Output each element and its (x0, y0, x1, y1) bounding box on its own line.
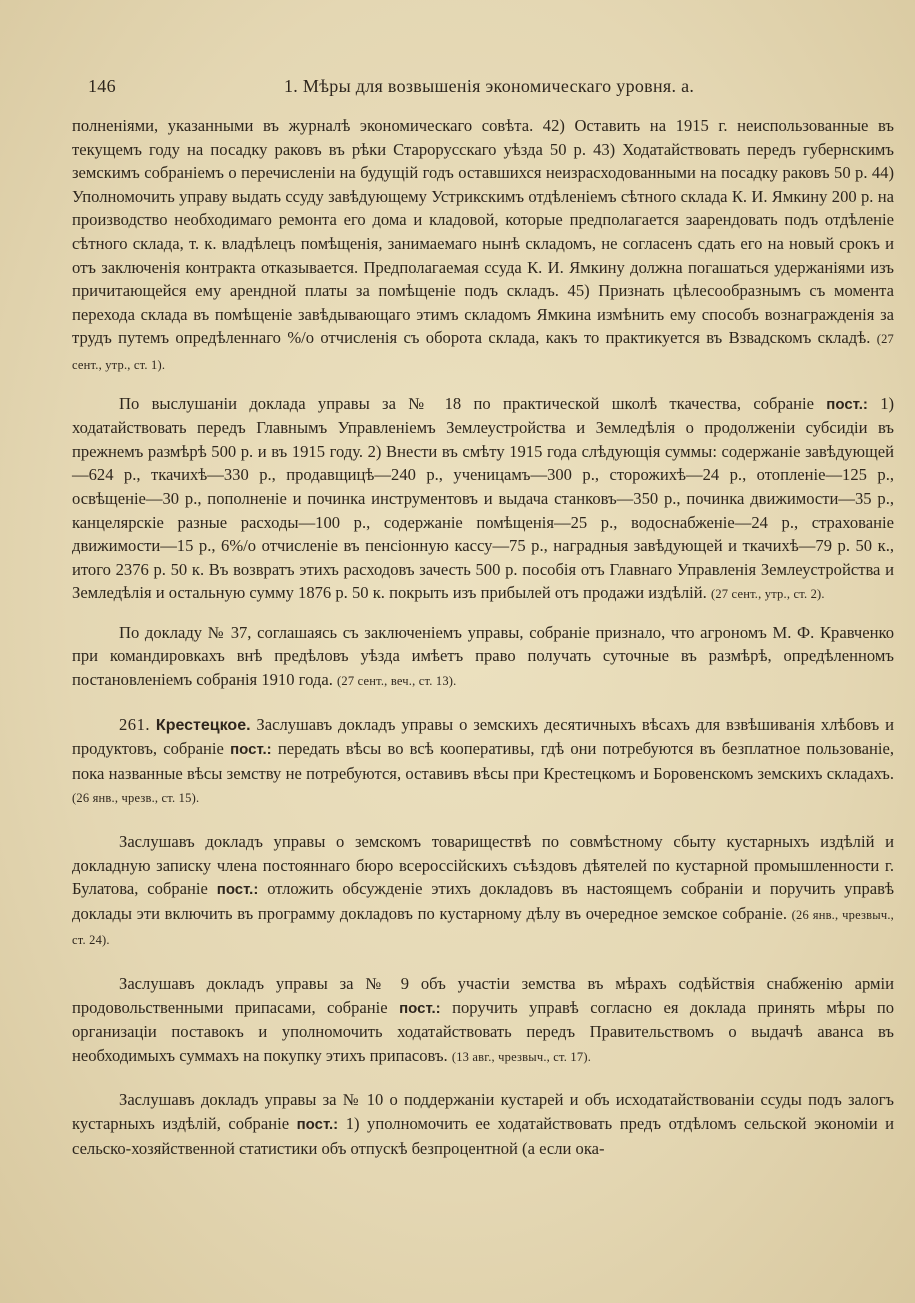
resolution-keyword: пост.: (826, 395, 868, 413)
paragraph-weaving-school (72, 392, 894, 607)
session-reference: (27 сент., утр., ст. 2). (710, 587, 825, 602)
paragraph-text: передать вѣсы во всѣ кооперативы, гдѣ они потребуются въ безплатное пользованіе, пока названные вѣсы земству не потребуются, оставивъ вѣсы при Крестецкомъ и Боровенскомъ земскихъ складахъ. (72, 739, 894, 783)
paragraph-text: полненіями, указанными въ журналѣ экономическаго совѣта. 42) Оставить на 1915 г. неиспользованные въ текущемъ году на посадку раковъ въ рѣки Старорусскаго уѣзда 50 р. 43) Ходатайствовать передъ губернскимъ земскимъ собраніемъ о перечисленіи на будущій годъ оставшихся неизрасходованными на посадку раковъ 50 р. 44) Уполномочить управу выдать ссуду завѣдующему Устрикскимъ отдѣленіемъ сѣтного склада К. И. Ямкину 200 р. на производство необходимаго ремонта его дома и кладовой, которые предполагается заарендовать подъ отдѣленіе сѣтного склада, т. к. владѣлецъ помѣщенія, занимаемаго нынѣ складомъ, не согласенъ сдать его на новый срокъ и отъ заключенія контракта отказывается. Предполагаемая ссуда К. И. Ямкину должна погашаться удержаніями изъ причитающейся ему арендной платы за помѣщеніе подъ складъ. 45) Признать цѣлесообразнымъ съ момента перехода склада въ помѣщеніе завѣдывающаго этимъ складомъ Ямкина измѣнить ему способъ вознагражденія за трудъ путемъ опредѣленнаго %/о отчисленія съ оборота склада, какъ то практикуется въ Взвадскомъ складѣ. (72, 116, 894, 348)
page-header (88, 76, 888, 100)
paragraph-lead: По выслушаніи доклада управы за № 18 по практической школѣ ткачества, собраніе (119, 393, 814, 413)
paragraph-text: 1) ходатайствовать передъ Главнымъ Управленіемъ Землеустройства и Земледѣлія о продолженіи субсидіи въ прежнемъ размѣрѣ 500 р. и въ 1915 году. 2) Внести въ смѣту 1915 года слѣдующія суммы: содержаніе завѣдующей—624 р., ткачихѣ—330 р., продавщицѣ—240 р., ученицамъ—300 р., сторожихѣ—24 р., отопленіе—125 р., освѣщеніе—30 р., пополненіе и починка инструментовъ и выдача станковъ—350 р., починка движимости—35 р., канцелярскіе разные расходы—100 р., содержаніе помѣщенія—25 р., водоснабженіе—24 р., страхованіе движимости—15 р., 6%/о отчисленіе въ пенсіонную кассу—75 р., наградныя завѣдующей и ткачихѣ—79 р. 50 к., итого 2376 р. 50 к. Въ возвратъ этихъ расходовъ зачесть 500 р. пособія отъ Главнаго Управленія Землеустройства и Земледѣлія и остальную сумму 1876 р. 50 к. покрыть изъ прибылей отъ продажи издѣлій. (72, 393, 895, 603)
paragraph-handicraft-partnership (72, 830, 894, 953)
paragraph-continued (72, 114, 894, 378)
paragraph-text: По докладу № 37, соглашаясь съ заключеніемъ управы, собраніе признало, что агрономъ М. Ф. Кравченко при командировкахъ внѣ предѣловъ уѣзда имѣетъ право получать суточные въ размѣрѣ, опредѣленномъ постановленіемъ собранія 1910 года. (72, 622, 894, 690)
resolution-keyword: пост.: (230, 741, 272, 759)
paragraph-lead: Заслушавъ докладъ управы о земскихъ десятичныхъ вѣсахъ для взвѣшиванія хлѣбовъ и продуктовъ, собраніе (72, 714, 894, 759)
session-reference: (26 янв., чрезвыч., ст. 24). (72, 907, 894, 948)
paragraph-krestetskoe (72, 713, 894, 811)
paragraph-text: 1) уполномочить ее ходатайствовать предъ отдѣломъ сельской экономіи и сельско-хозяйственной статистики объ отпускѣ безпроцентной (а если ока- (72, 1113, 894, 1158)
section-title: Крестецкое. (155, 716, 251, 734)
session-reference: (27 сент., утр., ст. 1). (72, 332, 894, 372)
paragraph-agronomist (72, 621, 894, 694)
paragraph-text: поручить управѣ согласно ея доклада принять мѣры по организаціи поставокъ и уполномочить ходатайствовать передъ Правительствомъ о выдачѣ аванса въ необходимыхъ суммахъ на покупку этихъ припасовъ. (72, 997, 894, 1065)
body-text (72, 114, 894, 1174)
paragraph-artisan-loan (72, 1088, 894, 1160)
session-reference: (27 сент., веч., ст. 13). (337, 674, 457, 689)
resolution-keyword: пост.: (216, 881, 259, 899)
paragraph-text: отложить обсужденіе этихъ докладовъ въ настоящемъ собраніи и поручить управѣ доклады эти включить въ программу докладовъ по кустарному дѣлу въ очередное земское собраніе. (72, 879, 894, 923)
paragraph-army-supplies (72, 972, 894, 1069)
paragraph-lead: Заслушавъ докладъ управы за № 9 объ участіи земства въ мѣрахъ содѣйствія снабженію арміи продовольственными припасами, собраніе (72, 974, 894, 1017)
session-reference: (13 авг., чрезвыч., ст. 17). (451, 1049, 592, 1064)
paragraph-lead: Заслушавъ докладъ управы за № 10 о поддержаніи кустарей и объ исходатайствованіи ссуды подъ залогъ кустарныхъ издѣлій, собраніе (72, 1090, 894, 1133)
session-reference: (26 янв., чрезв., ст. 15). (72, 791, 200, 806)
page-number: 146 (88, 76, 116, 96)
resolution-keyword: пост.: (399, 999, 441, 1017)
paragraph-lead: Заслушавъ докладъ управы о земскомъ товариществѣ по совмѣстному сбыту кустарныхъ издѣлій и докладную записку члена постояннаго бюро всероссійскихъ съѣздовъ дѣятелей по кустарной промышленности г. Булатова, собраніе (72, 832, 894, 899)
resolution-keyword: пост.: (296, 1115, 339, 1133)
section-number: 261. (119, 714, 151, 734)
running-head: 1. Мѣры для возвышенія экономическаго уровня. а. (284, 76, 695, 96)
